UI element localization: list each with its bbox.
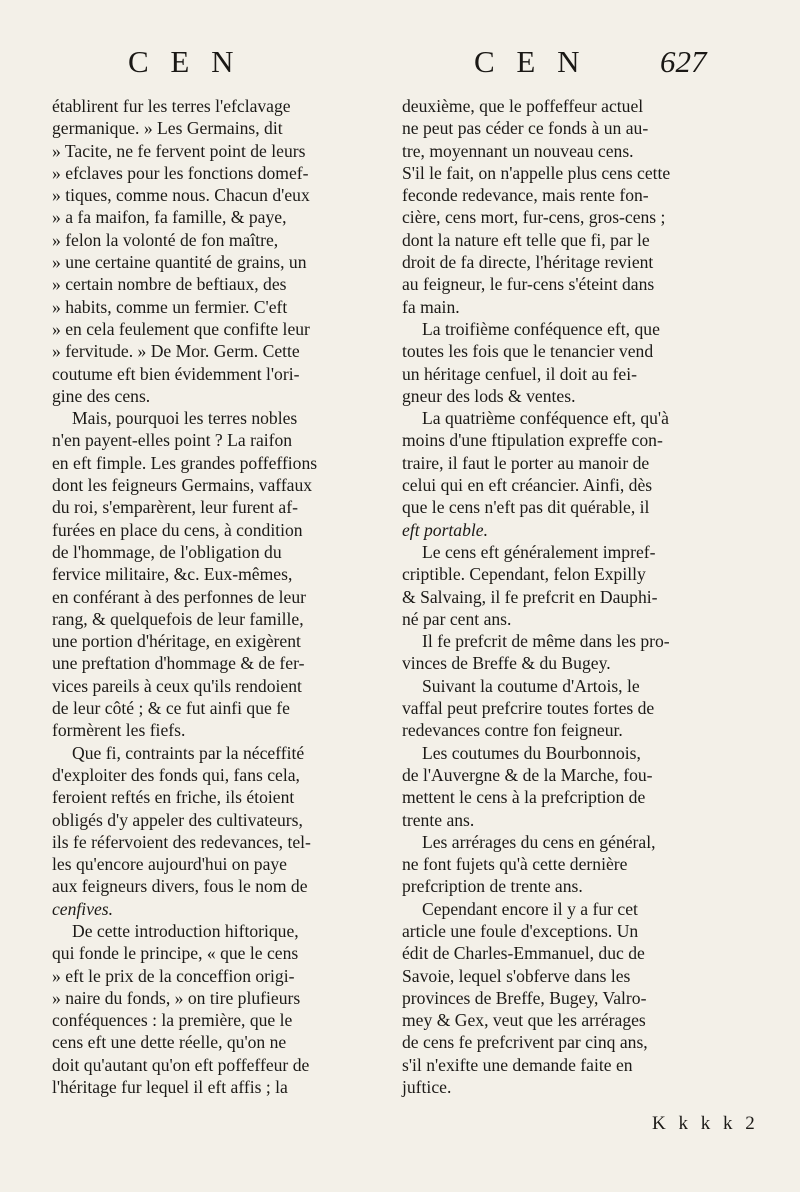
- text-line: vaffal peut prefcrire toutes fortes de: [402, 698, 655, 719]
- header-word-left: C E N: [128, 44, 241, 79]
- text-line: coutume eft bien évidemment l'ori-: [52, 363, 300, 384]
- left-column: [52, 95, 390, 1098]
- text-line: article une foule d'exceptions. Un: [402, 920, 639, 941]
- text-line: deuxième, que le poffeffeur actuel: [402, 96, 644, 116]
- text-line: dont les feigneurs Germains, vaffaux: [52, 475, 313, 496]
- text-line: une portion d'héritage, en exigèrent: [52, 631, 301, 652]
- text-line: Le cens eft généralement impref-: [422, 541, 656, 562]
- text-line: rang, & quelquefois de leur famille,: [52, 608, 304, 629]
- text-line: Savoie, lequel s'obferve dans les: [402, 965, 631, 986]
- text-line: cière, cens mort, fur-cens, gros-cens ;: [402, 207, 666, 228]
- text-line: furées en place du cens, à condition: [52, 519, 303, 540]
- text-line: fa main.: [402, 296, 460, 317]
- text-line: » Tacite, ne fe fervent point de leurs: [52, 140, 306, 161]
- text-line: gine des cens.: [52, 385, 151, 406]
- text-line: » habits, comme un fermier. C'eft: [52, 296, 288, 317]
- text-line: Les arrérages du cens en général,: [422, 831, 656, 852]
- text-line: de l'Auvergne & de la Marche, fou-: [402, 764, 653, 785]
- text-line: qui fonde le principe, « que le cens: [52, 943, 299, 964]
- text-line: » tiques, comme nous. Chacun d'eux: [52, 185, 310, 206]
- text-line: germanique. » Les Germains, dit: [52, 118, 283, 139]
- text-line: de leur côté ; & ce fut ainfi que fe: [52, 698, 290, 719]
- text-line: » en cela feulement que confifte leur: [52, 318, 310, 339]
- text-line: ne peut pas céder ce fonds à un au-: [402, 118, 649, 139]
- text-line: s'il n'exifte une demande faite en: [402, 1054, 633, 1075]
- text-line: redevances contre fon feigneur.: [402, 720, 623, 741]
- text-line: » naire du fonds, » on tire plufieurs: [52, 987, 301, 1008]
- text-line: mettent le cens à la prefcription de: [402, 787, 646, 808]
- text-line: de cens fe prefcrivent par cinq ans,: [402, 1032, 648, 1053]
- text-line: traire, il faut le porter au manoir de: [402, 452, 650, 473]
- text-line: gneur des lods & ventes.: [402, 385, 576, 406]
- text-line: La quatrième conféquence eft, qu'à: [422, 408, 669, 429]
- text-line: obligés d'y appeler des cultivateurs,: [52, 809, 303, 830]
- text-line: fervice militaire, &c. Eux-mêmes,: [52, 564, 293, 585]
- text-line: Suivant la coutume d'Artois, le: [422, 675, 640, 696]
- text-line: La troifième conféquence eft, que: [422, 318, 660, 339]
- text-line: tre, moyennant un nouveau cens.: [402, 140, 634, 161]
- text-line: vices pareils à ceux qu'ils rendoient: [52, 675, 302, 696]
- text-line: celui qui en eft créancier. Ainfi, dès: [402, 475, 653, 496]
- text-line: feroient reftés en friche, ils étoient: [52, 787, 295, 808]
- text-line: formèrent les fiefs.: [52, 720, 186, 741]
- text-line: De cette introduction hiftorique,: [72, 920, 299, 941]
- text-line: » certain nombre de beftiaux, des: [52, 274, 287, 295]
- running-header: [0, 44, 800, 84]
- text-line: du roi, s'emparèrent, leur furent af-: [52, 497, 298, 518]
- text-line: Mais, pourquoi les terres nobles: [72, 408, 298, 429]
- text-line: cenfives.: [52, 898, 114, 919]
- text-line: juftice.: [402, 1077, 452, 1098]
- text-line: vinces de Breffe & du Bugey.: [402, 653, 611, 674]
- text-line: en eft fimple. Les grandes poffeffions: [52, 452, 318, 473]
- text-line: eft portable.: [402, 519, 489, 540]
- text-line: Que fi, contraints par la néceffité: [72, 742, 305, 763]
- text-line: d'exploiter des fonds qui, fans cela,: [52, 764, 300, 785]
- catchword: K k k k 2: [652, 1113, 759, 1134]
- text-line: droit de fa directe, l'héritage revient: [402, 252, 654, 273]
- text-line: Cependant encore il y a fur cet: [422, 898, 638, 919]
- text-line: Il fe prefcrit de même dans les pro-: [422, 631, 670, 652]
- text-line: établirent fur les terres l'efclavage: [52, 96, 291, 116]
- text-line: » une certaine quantité de grains, un: [52, 252, 307, 273]
- text-line: trente ans.: [402, 809, 475, 830]
- text-line: » eft le prix de la conceffion origi-: [52, 965, 295, 986]
- text-line: S'il le fait, on n'appelle plus cens cette: [402, 162, 671, 183]
- text-line: de l'hommage, de l'obligation du: [52, 541, 282, 562]
- text-line: en conférant à des perfonnes de leur: [52, 586, 307, 607]
- text-line: mey & Gex, veut que les arrérages: [402, 1010, 646, 1031]
- text-line: feconde redevance, mais rente fon-: [402, 185, 649, 206]
- text-line: au feigneur, le fur-cens s'éteint dans: [402, 274, 655, 295]
- text-line: dont la nature eft telle que fi, par le: [402, 229, 650, 250]
- page-number: 627: [660, 44, 707, 79]
- text-line: édit de Charles-Emmanuel, duc de: [402, 943, 645, 964]
- text-line: cens eft une dette réelle, qu'on ne: [52, 1032, 287, 1053]
- text-line: doit qu'autant qu'on eft poffeffeur de: [52, 1054, 310, 1075]
- text-line: » felon la volonté de fon maître,: [52, 229, 279, 250]
- text-line: ne font fujets qu'à cette dernière: [402, 854, 628, 875]
- text-line: né par cent ans.: [402, 608, 512, 629]
- right-column: [402, 95, 740, 1098]
- text-line: Les coutumes du Bourbonnois,: [422, 742, 641, 763]
- text-line: » a fa maifon, fa famille, & paye,: [52, 207, 287, 228]
- text-line: moins d'une ftipulation expreffe con-: [402, 430, 663, 451]
- text-line: ils fe réfervoient des redevances, tel-: [52, 831, 311, 852]
- text-line: » efclaves pour les fonctions domef-: [52, 162, 309, 183]
- text-line: toutes les fois que le tenancier vend: [402, 341, 654, 362]
- text-line: une preftation d'hommage & de fer-: [52, 653, 305, 674]
- text-line: criptible. Cependant, felon Expilly: [402, 564, 646, 585]
- text-line: un héritage cenfuel, il doit au fei-: [402, 363, 637, 384]
- text-line: & Salvaing, il fe prefcrit en Dauphi-: [402, 586, 658, 607]
- text-line: les qu'encore aujourd'hui on paye: [52, 854, 287, 875]
- header-word-right: C E N: [474, 44, 587, 79]
- text-line: provinces de Breffe, Bugey, Valro-: [402, 987, 647, 1008]
- text-line: n'en payent-elles point ? La raifon: [52, 430, 293, 451]
- text-line: que le cens n'eft pas dit quérable, il: [402, 497, 650, 518]
- text-line: » fervitude. » De Mor. Germ. Cette: [52, 341, 300, 362]
- text-line: aux feigneurs divers, fous le nom de: [52, 876, 308, 897]
- text-line: prefcription de trente ans.: [402, 876, 583, 897]
- text-line: l'héritage fur lequel il eft affis ; la: [52, 1077, 288, 1098]
- text-line: conféquences : la première, que le: [52, 1010, 293, 1031]
